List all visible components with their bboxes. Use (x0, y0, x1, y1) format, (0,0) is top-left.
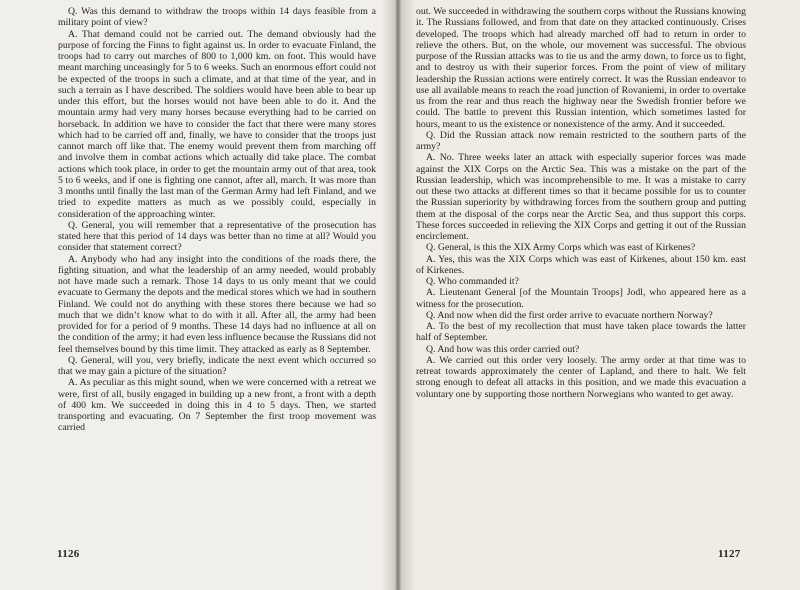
paragraph: Q. General, will you, very briefly, indicate the next event which occurred so that we may gain a picture of the situation? (58, 354, 376, 377)
page-number: 1126 (57, 548, 80, 560)
paragraph: A. To the best of my recollection that must have taken place towards the latter half of September. (416, 321, 746, 344)
paragraph: A. Lieutenant General [of the Mountain Troops] Jodl, who appeared here as a witness for the prosecution. (416, 287, 746, 310)
paragraph: A. We carried out this order very loosely. The army order at that time was to retreat towards approximately the center of Lapland, and there to halt. We felt strong enough to defeat all attacks in this position, and we made this evacuation a voluntary one by supporting those northern Norwegians who wanted to get away. (416, 354, 746, 400)
paragraph: Q. Did the Russian attack now remain restricted to the southern parts of the army? (416, 129, 746, 152)
paragraph: Q. Was this demand to withdraw the troops within 14 days feasible from a military point of view? (58, 6, 376, 29)
paragraph: Q. And how was this order carried out? (426, 343, 580, 355)
paragraph: Q. And now when did the first order arrive to evacuate northern Norway? (426, 309, 713, 321)
paragraph: A. That demand could not be carried out. The demand obviously had the purpose of forcing the Finns to fight against us. In order to evacuate Finland, the troops had to carry out marches of 800 to 1,000 km. on foot. This would have meant marching unceasingly for 5 to 6 weeks. Such an enormous effort could not be expected of the troops in such a climate, and at that time of the year, and in such a terrain as I have described. The soldiers would have been able to bear up under this effort, but the horses would not have been able to do it. And the mountain army had very many horses because everything had to be carried on horseback. In addition we have to consider the fact that there were many stores which had to be carried off and, finally, we have to consider that the troops just cannot march off like that. The enemy would prevent them from marching off and involve them in combat actions which actually did take place. The combat actions which took place, in order to get the mountain army out of that area, took 5 to 6 weeks, and if one is fighting one cannot, after all, march. It was more than 3 months until finally the last man of the German Army had left Finland, and we tried to expedite matters as much as we possibly could, especially in consideration of the approaching winter. (58, 28, 376, 220)
left-page-text (58, 6, 376, 434)
left-page (0, 0, 398, 590)
paragraph: A. No. Three weeks later an attack with especially superior forces was made against the XIX Corps on the Arctic Sea. This was a mistake on the part of the Russian leadership, which was incomprehensible to me. It was a mistake to carry out these two attacks at different times so that it became possible for us to counter the Russian superiority by withdrawing forces from the southern group and putting them at the disposal of the corps near the Arctic Sea, and thus support this corps. These forces succeeded in relieving the XIX Corps and getting it out of the Russian encirclement. (416, 152, 746, 242)
paragraph: Q. General, is this the XIX Army Corps which was east of Kirkenes? (426, 242, 696, 254)
right-page-text (416, 6, 746, 400)
paragraph: Q. Who commanded it? (426, 276, 519, 287)
paragraph: A. As peculiar as this might sound, when we were concerned with a retreat we were, first of all, busily engaged in building up a new front, a front with a depth of 400 km. We succeeded in doing this in 4 to 5 days. Then, we started transporting and evacuating. On 7 September the first troop movement was carried (58, 377, 376, 434)
paragraph: A. Yes, this was the XIX Corps which was east of Kirkenes, about 150 km. east of Kirkenes. (416, 253, 746, 276)
page-number: 1127 (718, 548, 741, 560)
right-page (398, 0, 800, 590)
paragraph: Q. General, you will remember that a representative of the prosecution has stated here that this period of 14 days was better than no time at all? Would you consider that statement correct? (58, 219, 376, 254)
book-gutter (381, 0, 415, 590)
paragraph: out. We succeeded in withdrawing the southern corps without the Russians knowing it. The Russians followed, and from that date on they attacked continuously. Crises developed. The troops which had already marched off had to return in order to relieve the others. But, on the whole, our movement was successful. The obvious purpose of the Russian attacks was to tie us and the army down, to force us to fight, and to destroy us with their superior forces. From the point of view of military leadership the Russian actions were entirely correct. It was the Russian endeavor to use all available means to reach the road junction of Rovaniemi, in order to overtake us from the rear and thus reach the highway near the Swedish frontier before we could. The battle to prevent this Russian intention, which sometimes lasted for hours, meant to us the existence or nonexistence of the army. And it succeeded. (416, 6, 746, 130)
paragraph: A. Anybody who had any insight into the conditions of the roads there, the fighting situation, and what the leadership of an army needed, would probably not have made such a remark. Those 14 days to us only meant that we could evacuate to Germany the depots and the medical stores which we had in southern Finland. We could not do anything with these stores there because we had so much that we didn’t know what to do with it all. After all, the army had been provided for for a period of 9 months. These 14 days had no influence at all on the condition of the army; it had even less influence because the Russians did not feel themselves bound by this time limit. They attacked as early as 8 September. (58, 253, 376, 355)
